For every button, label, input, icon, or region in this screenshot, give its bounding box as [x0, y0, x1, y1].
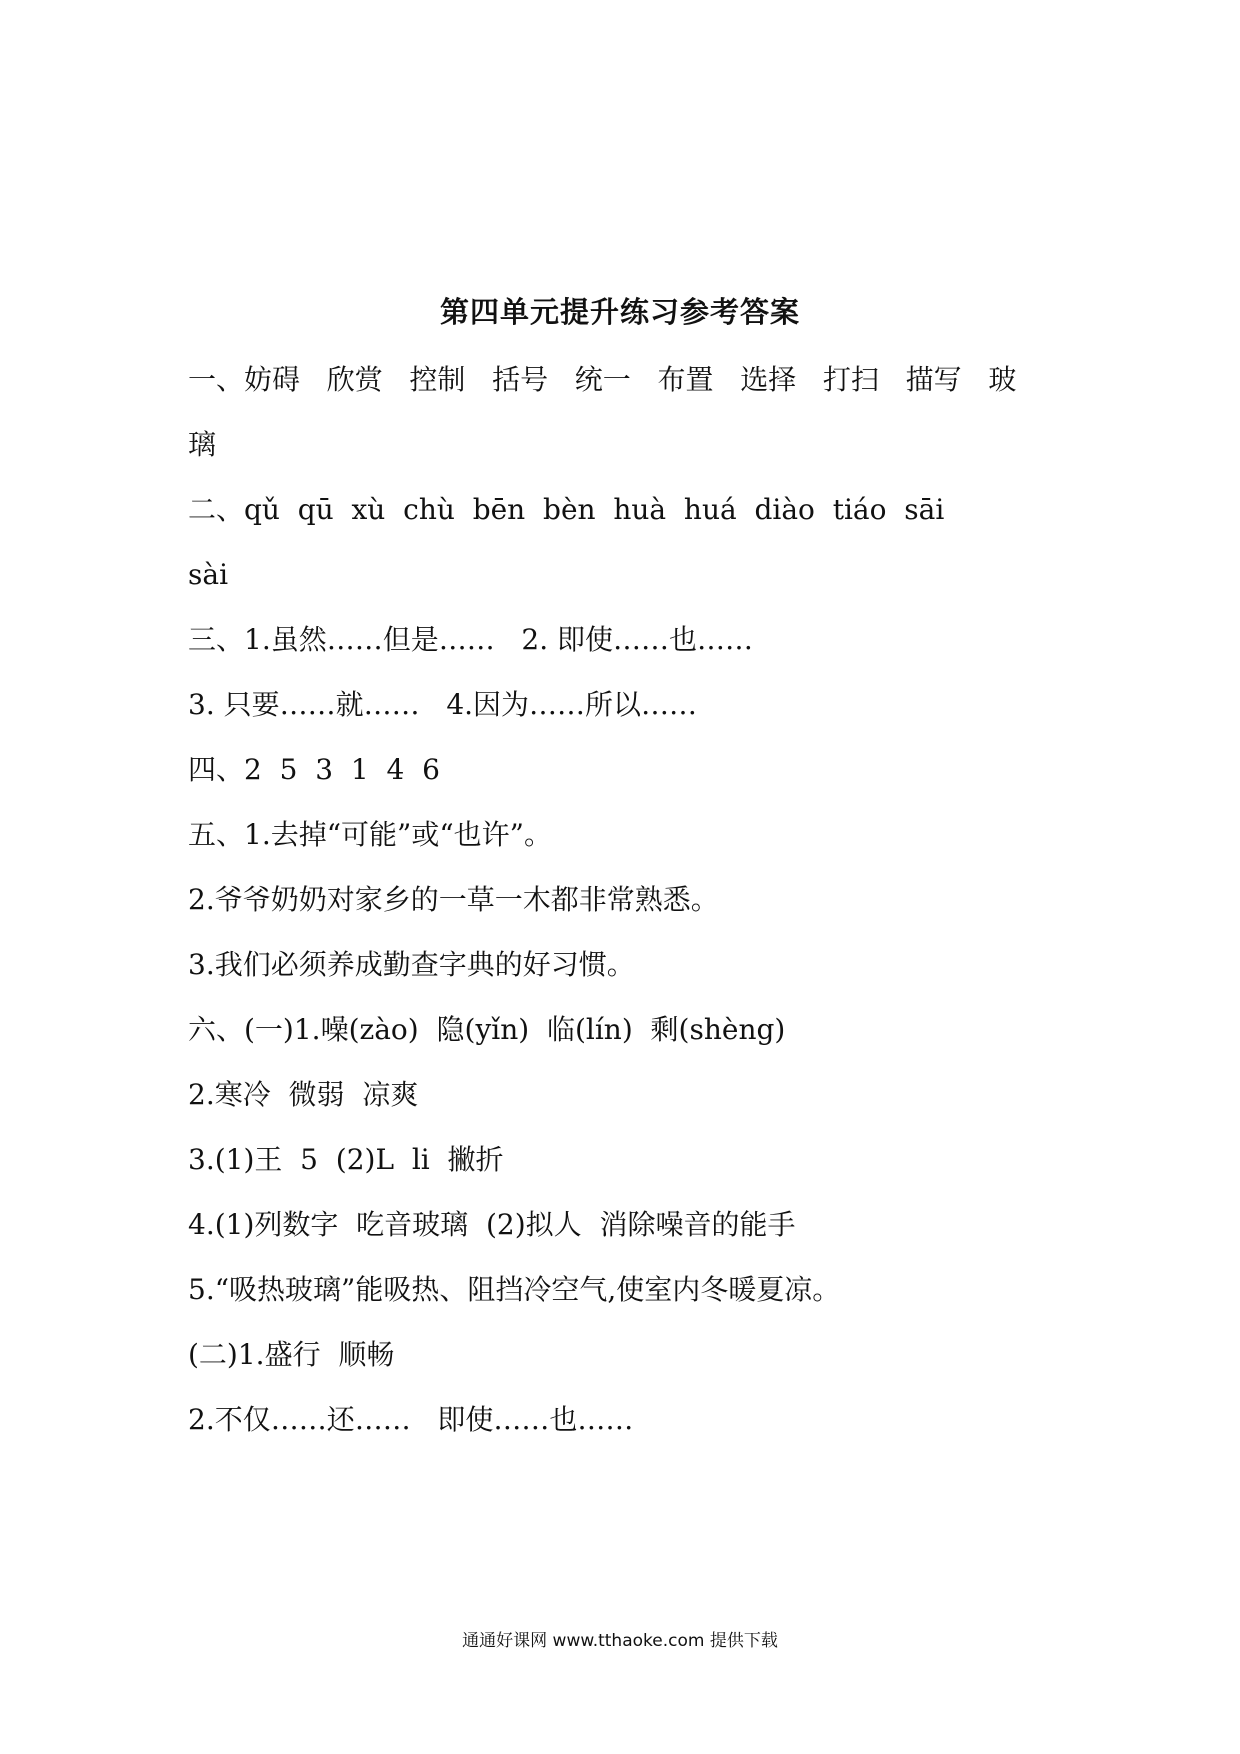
- answer-line-7: 四、2 5 3 1 4 6: [188, 753, 440, 786]
- answer-line-5: 三、1.虽然……但是…… 2. 即使……也……: [188, 623, 754, 656]
- answer-line-2: 璃: [188, 428, 217, 461]
- answer-line-4: sài: [188, 558, 229, 591]
- answer-line-11: 六、(一)1.噪(zào) 隐(yǐn) 临(lín) 剩(shèng): [188, 1013, 786, 1046]
- document-title: 第四单元提升练习参考答案: [439, 295, 800, 329]
- answer-content: [188, 358, 1068, 1463]
- answer-line-10: 3.我们必须养成勤查字典的好习惯。: [188, 948, 635, 981]
- answer-line-3: 二、qǔ qū xù chù bēn bèn huà huá diào tiáo sāi: [188, 493, 945, 526]
- answer-line-13: 3.(1)王 5 (2)L li 撇折: [188, 1143, 504, 1176]
- answer-line-8: 五、1.去掉“可能”或“也许”。: [188, 818, 552, 851]
- answer-line-14: 4.(1)列数字 吃音玻璃 (2)拟人 消除噪音的能手: [188, 1208, 796, 1241]
- answer-line-17: 2.不仅……还…… 即使……也……: [188, 1403, 634, 1436]
- answer-line-9: 2.爷爷奶奶对家乡的一草一木都非常熟悉。: [188, 883, 719, 916]
- page-footer: 通通好课网 www.tthaoke.com 提供下载: [462, 1631, 778, 1651]
- answer-line-6: 3. 只要……就…… 4.因为……所以……: [188, 688, 698, 721]
- answer-line-1: 一、妨碍 欣赏 控制 括号 统一 布置 选择 打扫 描写 玻: [188, 363, 1017, 396]
- answer-line-16: (二)1.盛行 顺畅: [188, 1338, 395, 1371]
- answer-line-12: 2.寒冷 微弱 凉爽: [188, 1078, 419, 1111]
- answer-line-15: 5.“吸热玻璃”能吸热、阻挡冷空气,使室内冬暖夏凉。: [188, 1273, 841, 1306]
